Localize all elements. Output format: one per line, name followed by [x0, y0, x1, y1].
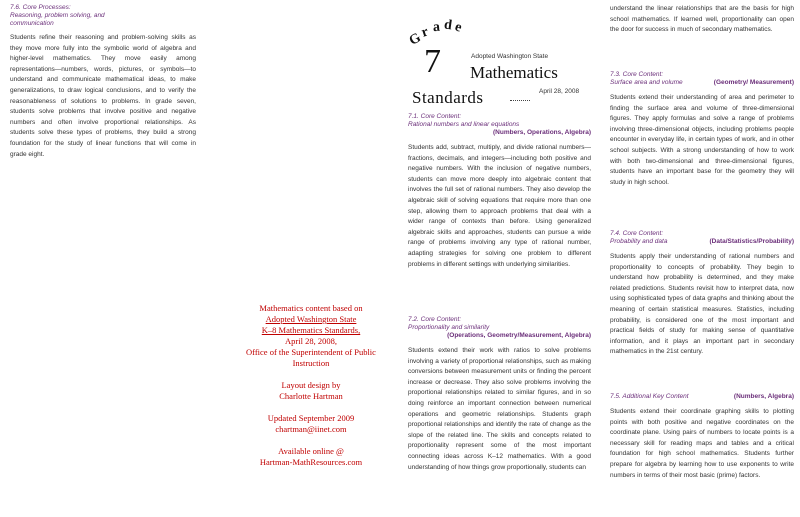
section-7-2: 7.2. Core Content: Proportionality and similarity (Operations, Geometry/Measurement, Algebra) Students extend their work with ratios to solve problems involving a variety of proportional relationships, such as making conversions between measurement units or finding the percent increase or decrease. They also solve problems involving the proportional relationships related to similar figures, and in so doing reinforce an important connection between numerical operations and geometric relationships. Students graph proportional relationships and identify the rate of change as the slope of the related line. The skills and concepts related to proportionality represent some of the most important connecting ideas across K–12 mathematics. With a good understanding of how things grow proportionally, students can: [408, 316, 591, 473]
grade-letter: d: [443, 17, 453, 34]
grade-letter: e: [452, 19, 464, 36]
section-7-1: 7.1. Core Content: Rational numbers and linear equations (Numbers, Operations, Algebra) Students add, subtract, multiply, and divide rational numbers—fractions, decimals, and integers—including both positive and negative numbers. With the inclusion of negative numbers, students can move more deeply into algebraic content that involves the full set of rational numbers. They also develop the algebraic skill of solving equations that require more than one step, allowing them to approach problems that deal with a wider range of contexts than before. Using generalized algebraic skills and approaches, students can pursue a wide range of problems involving any type of rational number, adapting strategies for solving one problem to different problems in different settings with underlying similarities.: [408, 113, 591, 270]
credits-email: chartman@iinet.com: [275, 424, 347, 434]
section-7-4: 7.4. Core Content: Probability and data (Data/Statistics/Probability) Students apply their understanding of rational numbers and proportionality to concepts of probability. They begin to understand how probability is determined, and they make related predictions. Students revisit how to interpret data, now using sophisticated types of data graphs and thinking about the meaning of certain statistical measures. Statistics, including probability, is considered one of the most important and practical fields of study for making sense of quantitative information, and it plays an important part in secondary mathematics in the 21st century.: [610, 230, 794, 358]
adoption-date: April 28, 2008: [539, 88, 580, 95]
grade-letter: r: [419, 24, 431, 41]
section-7-3-body: Students extend their understanding of area and perimeter to finding the surface area and volume of three-dimensional figures. They apply formulas and solve a range of problems involving three-dimensional objects, including problems people encounter in everyday life, in certain types of work, and in other school subjects. With a strong understanding of how to work with both two-dimensional and three-dimensional figures, students have an important base for the geometry they will study in high school.: [610, 94, 794, 186]
section-7-6-body: Students refine their reasoning and problem-solving skills as they move more fully into the symbolic world of algebra and higher-level mathematics. They move easily among representations—numbers, words, pictures, or symbols—to understand and communicate mathematical ideas, to make generalizations, to draw logical conclusions, and to verify the reasonableness of solutions to problems. In grade seven, students solve problems that involve positive and negative numbers and often involve proportional relationships. As students solve these types of problems, they build a strong foundation for the study of linear functions that will come in grade eight.: [10, 34, 196, 158]
grade-letter: a: [432, 19, 441, 36]
section-7-6-title: 7.6. Core Processes: Reasoning, problem solving, and communication: [10, 4, 105, 27]
title-divider: [510, 100, 530, 101]
mathematics-title: Mathematics: [470, 63, 558, 82]
grade-letter: G: [406, 30, 424, 49]
adopted-label: Adopted Washington State: [471, 53, 549, 60]
grade-heading: [408, 14, 488, 54]
section-7-2-continued: understand the linear relationships that are the basis for high school mathematics. If learned well, proportionality can open the door for success in much of secondary mathematics.: [610, 5, 794, 34]
section-7-6: [10, 4, 196, 160]
grade-number: 7: [424, 43, 441, 80]
section-7-2-body: Students extend their work with ratios to solve problems involving a variety of proportional relationships, such as making conversions between measurement units or finding the percent increase or decrease. They also solve problems involving the proportional relationships related to similar figures, and in so doing reinforce an important connection between numerical operations and geometric relationships. Students graph proportional relationships and identify the rate of change as the slope of the related line. The skills and concepts related to proportionality represent some of the most important connecting ideas across K–12 mathematics. With a good understanding of how things grow proportionally, students can: [408, 347, 591, 471]
section-7-5: 7.5. Additional Key Content (Numbers, Algebra) Students extend their coordinate graphing skills to plotting points with both positive and negative coordinates on the coordinate plane. Using pairs of numbers to locate points is a necessary skill for reading maps and tables and a critical foundation for high school mathematics. Students further prepare for algebra by learning how to use exponents to write numbers in terms of their most basic (prime) factors.: [610, 393, 794, 481]
section-7-4-body: Students apply their understanding of rational numbers and proportionality to concepts of probability. They begin to understand how probability is determined, and they make related predictions. Students revisit how to interpret data, now using sophisticated types of data graphs and thinking about the meaning of certain statistical measures. Statistics, including probability, is considered one of the most important and practical fields of study for making sense of quantitative information, and it plays an important part in secondary mathematics in the 21st century.: [610, 253, 794, 356]
credits-block: Mathematics content based on Adopted Washington State K–8 Mathematics Standards, April 28, 2008, Office of the Superintendent of Public Instruction Layout design by Charlotte Hartman Updated September 2009 chartman@iinet.com Available online @ Hartman-MathResources.com: [226, 303, 396, 468]
section-7-3: 7.3. Core Content: Surface area and volume (Geometry/ Measurement) Students extend their understanding of area and perimeter to finding the surface area and volume of three-dimensional figures. They apply formulas and solve a range of problems involving three-dimensional objects, including problems people encounter in everyday life, in certain types of work, and in other school subjects. With a strong understanding of how to work with both two-dimensional and three-dimensional figures, students have an important base for the geometry they will study in high school.: [610, 71, 794, 188]
section-7-1-body: Students add, subtract, multiply, and divide rational numbers—fractions, decimals, and integers—including both positive and negative numbers. With the inclusion of negative numbers, students can move more deeply into algebraic content that involves the full set of rational numbers. They also develop the algebraic skill of solving equations that require more than one step, allowing them to approach problems that deal with a wider range of contexts than before. Using generalized algebraic skills and approaches, students can pursue a wide range of problems involving any type of rational number, adapting strategies for solving one problem to different problems in different settings with underlying similarities.: [408, 144, 591, 268]
section-7-5-body: Students extend their coordinate graphing skills to plotting points with both positive and negative coordinates on the coordinate plane. Using pairs of numbers to locate points is a necessary skill for reading maps and tables and a critical foundation for high school mathematics. Students further prepare for algebra by learning how to use exponents to write numbers in terms of their most basic (prime) factors.: [610, 408, 794, 479]
credits-website: Hartman-MathResources.com: [259, 457, 363, 467]
standards-title: Standards: [412, 88, 484, 107]
